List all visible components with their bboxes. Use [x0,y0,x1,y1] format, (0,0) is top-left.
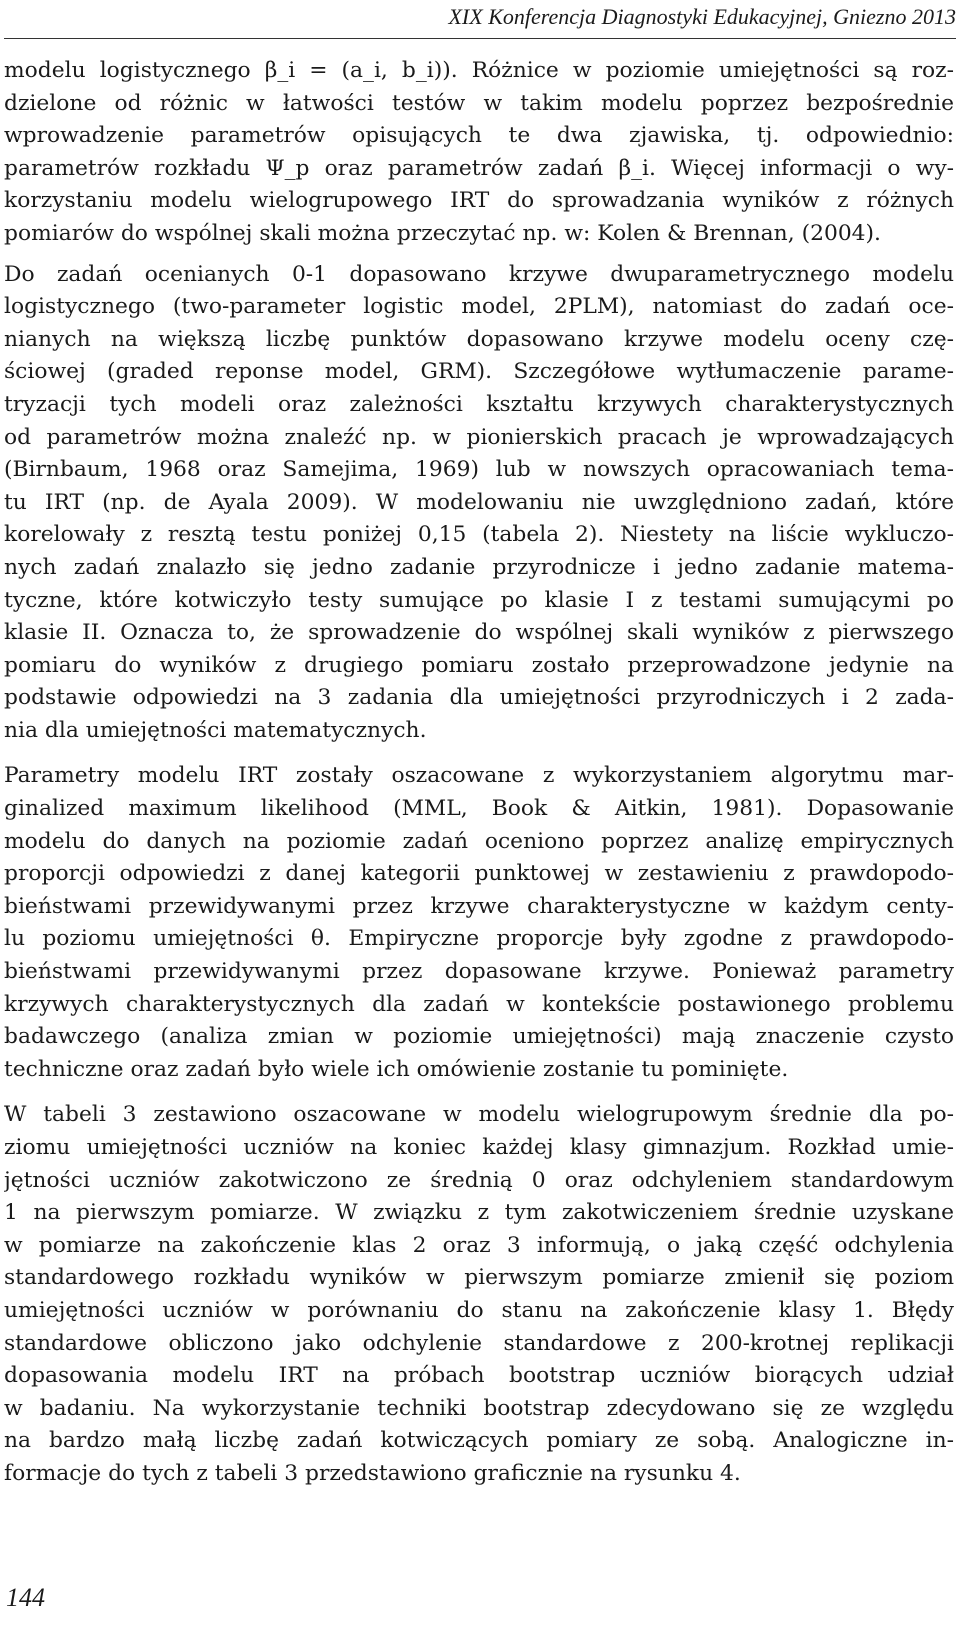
text-line: lu poziomu umiejętności θ. Empiryczne proporcje były zgodne z prawdopodo- [4,926,954,952]
text-line: umiejętności uczniów w porównaniu do stanu na zakończenie klasy 1. Błędy [4,1297,954,1323]
text-line: W tabeli 3 zestawiono oszacowane w modelu wielogrupowym średnie dla po- [4,1102,954,1128]
text-line: standardowe obliczono jako odchylenie standardowe z 200-krotnej replikacji [4,1330,954,1356]
text-line: klasie II. Oznacza to, że sprowadzenie do wspólnej skali wyników z pierwszego [4,620,954,646]
text-line: tu IRT (np. de Ayala 2009). W modelowaniu nie uwzględniono zadań, które [4,489,954,515]
header-rule [4,38,956,39]
text-line: korzystaniu modelu wielogrupowego IRT do sprowadzania wyników z różnych [4,188,954,214]
text-line: standardowego rozkładu wyników w pierwszym pomiarze zmienił się poziom [4,1265,954,1291]
text-line: parametrów rozkładu Ψ_p oraz parametrów zadań β_i. Więcej informacji o wy- [4,155,954,181]
text-line: bieństwami przewidywanymi przez dopasowane krzywe. Ponieważ parametry [4,959,954,985]
text-line: ginalized maximum likelihood (MML, Book & Aitkin, 1981). Dopasowanie [4,796,954,822]
text-line: dopasowania modelu IRT na próbach bootstrap uczniów biorących udział [4,1363,954,1389]
text-line: dzielone od różnic w łatwości testów w takim modelu poprzez bezpośrednie [4,90,954,116]
text-line: formacje do tych z tabeli 3 przedstawiono graficznie na rysunku 4. [4,1460,741,1486]
text-line: Do zadań ocenianych 0-1 dopasowano krzywe dwuparametrycznego modelu [4,261,954,287]
text-line: logistycznego (two-parameter logistic model, 2PLM), natomiast do zadań oce- [4,294,954,320]
text-line: w pomiarze na zakończenie klas 2 oraz 3 informują, o jaką część odchylenia [4,1232,954,1258]
paragraph-2 [4,259,954,748]
text-line: ziomu umiejętności uczniów na koniec każdej klasy gimnazjum. Rozkład umie- [4,1135,954,1160]
paragraph-3 [4,760,954,1086]
text-line: badawczego (analiza zmian w poziomie umiejętności) mają znaczenie czysto [4,1024,954,1050]
text-line: nia dla umiejętności matematycznych. [4,717,427,743]
text-line: nych zadań znalazło się jedno zadanie przyrodnicze i jedno zadanie matema- [4,554,954,580]
text-line: pomiarów do wspólnej skali można przeczytać np. w: Kolen & Brennan, (2004). [4,220,881,246]
text-line: tryzacji tych modeli oraz zależności kształtu krzywych charakterystycznych [4,391,954,417]
text-line: pomiaru do wyników z drugiego pomiaru zostało przeprowadzone jedynie na [4,652,954,678]
text-line: Parametry modelu IRT zostały oszacowane z wykorzystaniem algorytmu mar- [4,763,954,789]
text-line: modelu logistycznego β_i = (a_i, b_i)). Różnice w poziomie umiejętności są roz- [4,58,954,83]
text-line: korelowały z resztą testu poniżej 0,15 (tabela 2). Niestety na liście wykluczo- [4,522,954,548]
text-line: tyczne, które kotwiczyło testy sumujące po klasie I z testami sumującymi po [4,587,954,613]
text-line: (Birnbaum, 1968 oraz Samejima, 1969) lub w nowszych opracowaniach tema- [4,457,954,483]
paragraph-1 [4,55,954,251]
text-line: techniczne oraz zadań było wiele ich omówienie zostanie tu pominięte. [4,1056,789,1082]
text-line: jętności uczniów zakotwiczono ze średnią 0 oraz odchyleniem standardowym [4,1167,954,1193]
text-line: na bardzo małą liczbę zadań kotwiczących pomiary ze sobą. Analogiczne in- [4,1428,954,1454]
text-line: krzywych charakterystycznych dla zadań w kontekście postawionego problemu [4,991,954,1017]
text-line: od parametrów można znaleźć np. w pionierskich pracach je wprowadzających [4,424,954,450]
page-number: 144 [6,1583,45,1612]
text-line: ściowej (graded reponse model, GRM). Szczegółowe wytłumaczenie parame- [4,359,954,385]
paragraph-4 [4,1099,954,1490]
text-line: 1 na pierwszym pomiarze. W związku z tym zakotwiczeniem średnie uzyskane [4,1200,954,1226]
text-line: wprowadzenie parametrów opisujących te dwa zjawiska, tj. odpowiednio: [4,123,954,149]
body-text [4,55,954,1504]
text-line: modelu do danych na poziomie zadań oceniono poprzez analizę empirycznych [4,828,954,854]
text-line: bieństwami przewidywanymi przez krzywe charakterystyczne w każdym centy- [4,893,954,919]
text-line: podstawie odpowiedzi na 3 zadania dla umiejętności przyrodniczych i 2 zada- [4,685,954,711]
running-header: XIX Konferencja Diagnostyki Edukacyjnej, Gniezno 2013 [448,4,956,29]
text-line: w badaniu. Na wykorzystanie techniki bootstrap zdecydowano się ze względu [4,1395,954,1421]
text-line: proporcji odpowiedzi z danej kategorii punktowej w zestawieniu z prawdopodo- [4,861,954,887]
text-line: nianych na większą liczbę punktów dopasowano krzywe modelu oceny czę- [4,326,954,352]
